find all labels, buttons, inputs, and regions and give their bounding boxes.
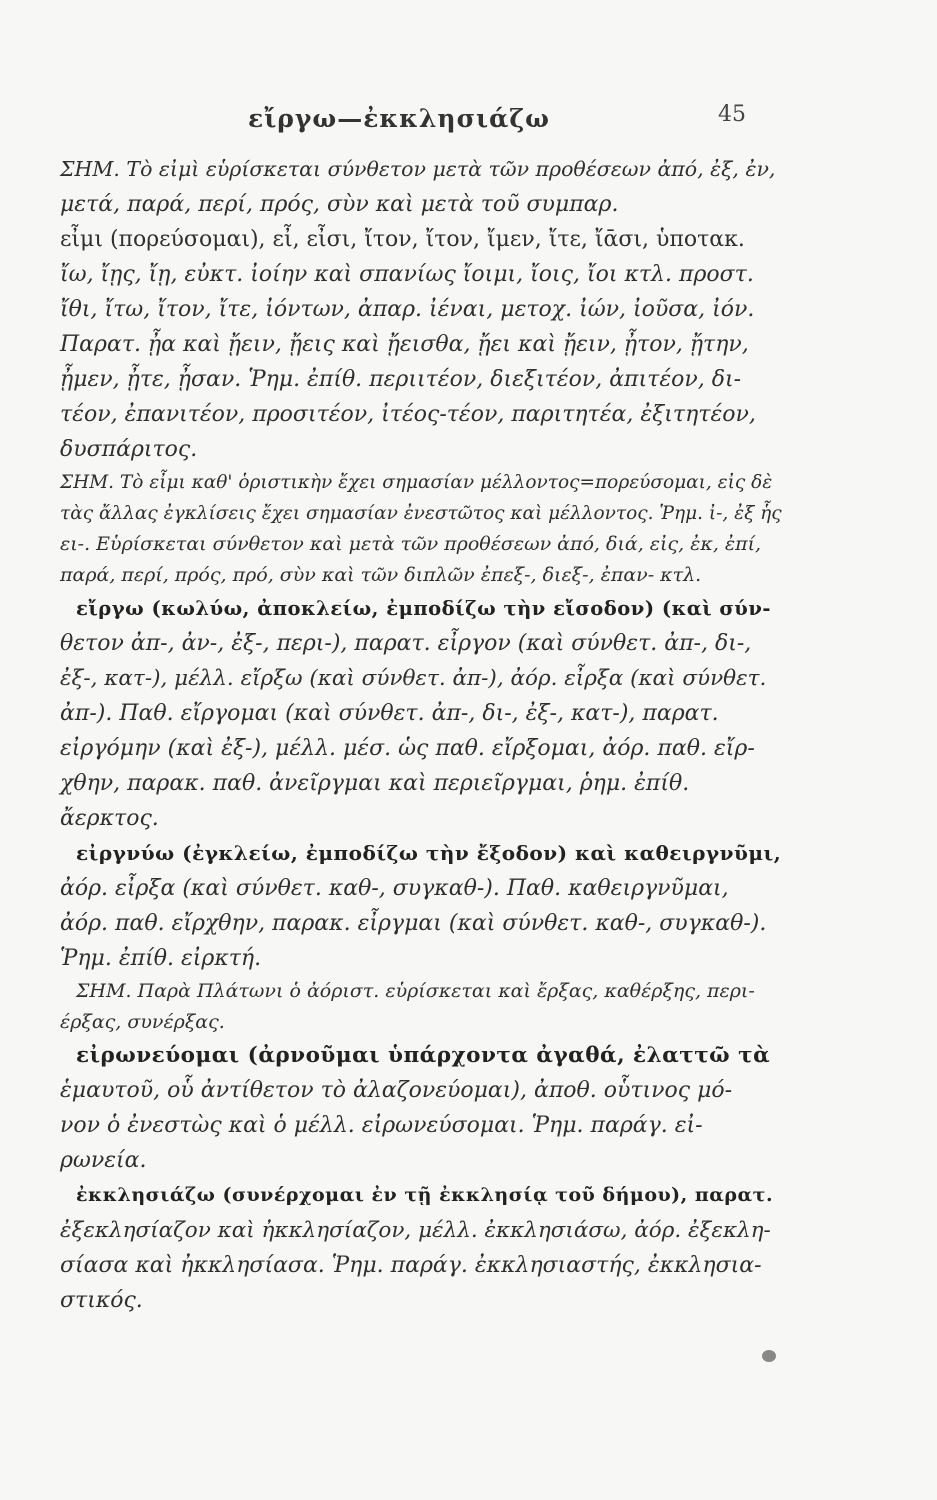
text-line: ἀόρ. παθ. εἴρχθην, παρακ. εἶργμαι (καὶ σύνθετ. καθ-, συγκαθ-).: [60, 911, 767, 936]
text-line: ρωνεία.: [60, 1148, 147, 1173]
text-line: τέον, ἐπανιτέον, προσιτέον, ἰτέος-τέον, παριτητέα, ἐξιτητέον,: [60, 402, 756, 427]
text-line: ἴω, ἴῃς, ἴῃ, εὐκτ. ἰοίην καὶ σπανίως ἴοιμι, ἴοις, ἴοι κτλ. προστ.: [60, 262, 754, 287]
entry-headword-line: ἐκκλησιάζω (συνέρχομαι ἐν τῇ ἐκκλησίᾳ τοῦ δήμου), παρατ.: [76, 1184, 774, 1206]
text-line: στικός.: [60, 1288, 143, 1313]
note-line: ει-. Εὑρίσκεται σύνθετον καὶ μετὰ τῶν προθέσεων ἀπό, διά, εἰς, ἐκ, ἐπί,: [60, 533, 762, 555]
text-line: ἐξεκλησίαζον καὶ ἠκκλησίαζον, μέλλ. ἐκκλησιάσω, ἀόρ. ἐξεκλη-: [60, 1218, 771, 1243]
text-line: ἴθι, ἴτω, ἴτον, ἴτε, ἰόντων, ἀπαρ. ἰέναι, μετοχ. ἰών, ἰοῦσα, ἰόν.: [60, 297, 755, 322]
text-line: σίασα καὶ ἠκκλησίασα. Ῥημ. παράγ. ἐκκλησιαστής, ἐκκλησια-: [60, 1253, 762, 1278]
entry-headword-line: εἴργω (κωλύω, ἀποκλείω, ἐμποδίζω τὴν εἴσοδον) (καὶ σύν-: [76, 597, 771, 620]
text-line: ΣΗΜ. Τὸ εἰμὶ εὑρίσκεται σύνθετον μετὰ τῶν προθέσεων ἀπό, ἐξ, ἐν,: [60, 157, 776, 181]
text-line: θετον ἀπ-, ἀν-, ἐξ-, περι-), παρατ. εἶργον (καὶ σύνθετ. ἀπ-, δι-,: [60, 631, 752, 656]
page-number: 45: [718, 102, 746, 127]
text-line: Παρατ. ᾖα καὶ ᾔειν, ᾔεις καὶ ᾔεισθα, ᾔει καὶ ᾔειν, ᾖτον, ᾔτην,: [60, 332, 749, 357]
page-title: εἴργω—ἐκκλησιάζω: [248, 104, 550, 133]
note-line: παρά, περί, πρός, πρό, σὺν καὶ τῶν διπλῶν ἐπεξ-, διεξ-, ἐπαν- κτλ.: [60, 564, 702, 586]
text-line: εἰργόμην (καὶ ἐξ-), μέλλ. μέσ. ὡς παθ. εἴρξομαι, ἀόρ. παθ. εἴρ-: [60, 736, 755, 761]
note-line: ΣΗΜ. Παρὰ Πλάτωνι ὁ ἀόριστ. εὑρίσκεται καὶ ἔρξας, καθέρξης, περι-: [76, 980, 755, 1002]
text-line: ἐξ-, κατ-), μέλλ. εἴρξω (καὶ σύνθετ. ἀπ-), ἀόρ. εἶρξα (καὶ σύνθετ.: [60, 666, 767, 691]
ink-mark: [762, 1350, 776, 1362]
note-line: ΣΗΜ. Τὸ εἶμι καθ' ὁριστικὴν ἔχει σημασίαν μέλλοντος=πορεύσομαι, εἰς δὲ: [60, 472, 773, 493]
entry-headword-line: εἶμι (πορεύσομαι), εἶ, εἶσι, ἴτον, ἴτον, ἴμεν, ἴτε, ἴᾱσι, ὑποτακ.: [60, 227, 745, 252]
text-line: ἀπ-). Παθ. εἴργομαι (καὶ σύνθετ. ἀπ-, δι-, ἐξ-, κατ-), παρατ.: [60, 701, 719, 726]
entry-headword-line: εἰρωνεύομαι (ἀρνοῦμαι ὑπάρχοντα ἀγαθά, ἐλαττῶ τὰ: [76, 1043, 771, 1068]
text-line: Ῥημ. ἐπίθ. εἰρκτή.: [60, 946, 262, 971]
running-header: [0, 104, 937, 140]
text-line: μετά, παρά, περί, πρός, σὺν καὶ μετὰ τοῦ συμπαρ.: [60, 192, 619, 217]
entry-headword-line: εἰργνύω (ἐγκλείω, ἐμποδίζω τὴν ἔξοδον) καὶ καθειργνῦμι,: [76, 841, 782, 865]
text-line: νον ὁ ἐνεστὼς καὶ ὁ μέλλ. εἰρωνεύσομαι. Ῥημ. παράγ. εἰ-: [60, 1113, 703, 1138]
text-line: ἀόρ. εἶρξα (καὶ σύνθετ. καθ-, συγκαθ-). Παθ. καθειργνῦμαι,: [60, 876, 729, 901]
text-line: ᾖμεν, ᾖτε, ᾖσαν. Ῥημ. ἐπίθ. περιιτέον, διεξιτέον, ἀπιτέον, δι-: [60, 367, 742, 392]
text-line: χθην, παρακ. παθ. ἀνεῖργμαι καὶ περιεῖργμαι, ῥημ. ἐπίθ.: [60, 771, 690, 796]
dictionary-text: [60, 152, 782, 1318]
note-line: τὰς ἄλλας ἐγκλίσεις ἔχει σημασίαν ἐνεστῶτος καὶ μέλλοντος. Ῥημ. ἰ-, ἐξ ἧς: [60, 503, 782, 524]
text-line: δυσπάριτος.: [60, 437, 198, 462]
note-line: έρξας, συνέρξας.: [60, 1011, 225, 1033]
text-line: ἄερκτος.: [60, 806, 159, 831]
text-line: ἑμαυτοῦ, οὗ ἀντίθετον τὸ ἀλαζονεύομαι), ἀποθ. οὗτινος μό-: [60, 1078, 733, 1103]
